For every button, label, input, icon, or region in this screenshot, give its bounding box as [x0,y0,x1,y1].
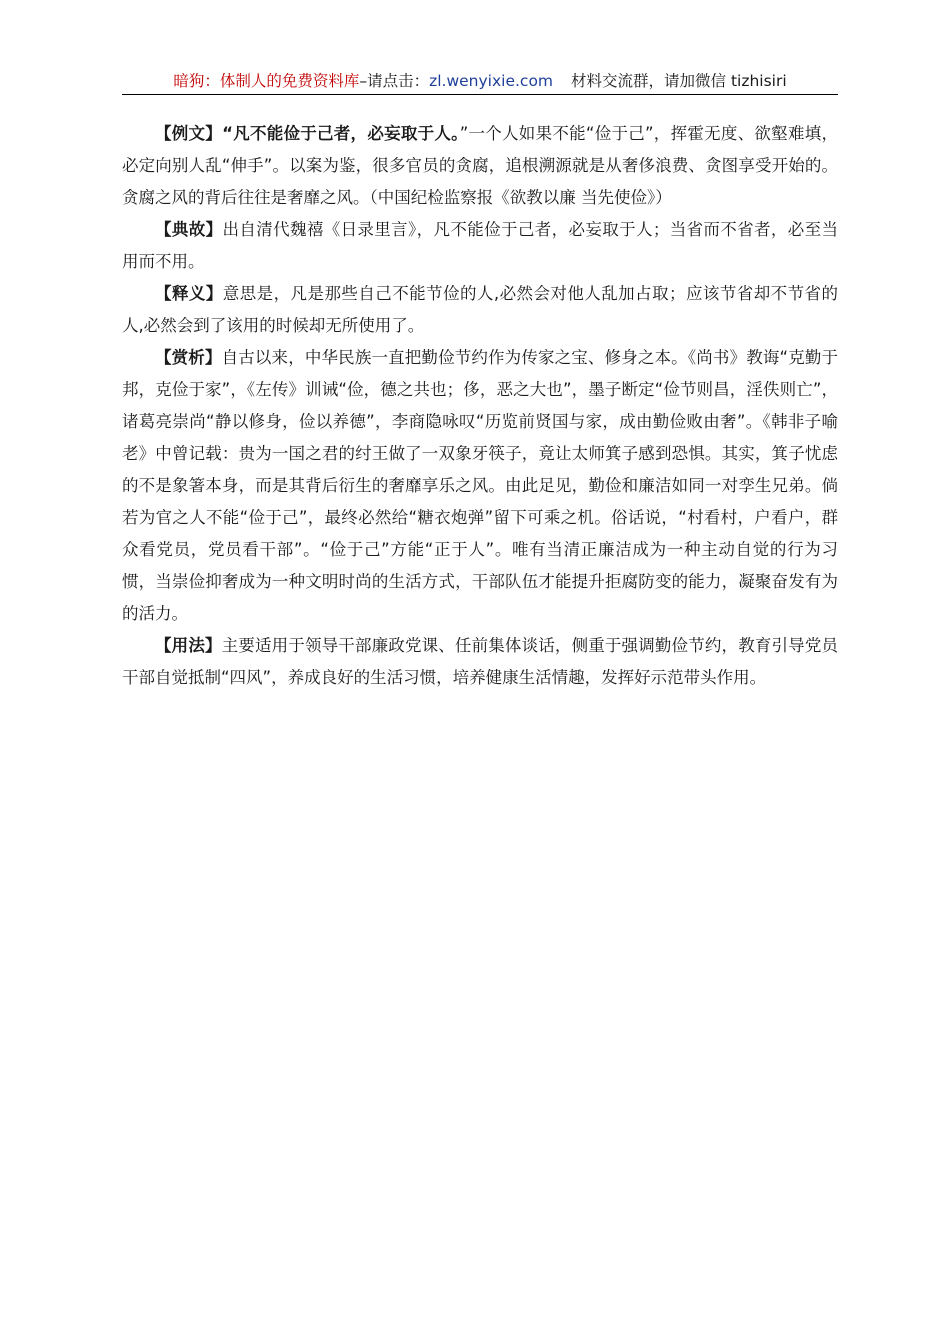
allusion-text: 出自清代魏禧《日录里言》，凡不能俭于己者，必妄取于人；当省而不省者，必至当用而不用。 [122,220,839,271]
meaning-text: 意思是，凡是那些自己不能节俭的人,必然会对他人乱加占取；应该节省却不节省的人,必然会到了该用的时候却无所使用了。 [122,284,839,335]
section-tag-appreciation: 【赏析】 [155,348,222,367]
page-header [122,68,838,95]
paragraph-appreciation [122,342,838,630]
header-brand: 暗狗：体制人的免费资料库 [173,72,360,90]
header-click-prompt: –请点击： [359,72,430,90]
section-tag-usage: 【用法】 [155,636,222,655]
usage-text: 主要适用于领导干部廉政党课、任前集体谈话，侧重于强调勤俭节约，教育引导党员干部自觉抵制“四风”，养成良好的生活习惯，培养健康生活情趣，发挥好示范带头作用。 [122,636,839,687]
paragraph-allusion [122,214,838,278]
example-quote: “凡不能俭于己者，必妄取于人。 [222,124,460,143]
document-body [122,118,838,694]
paragraph-example [122,118,838,214]
section-tag-example: 【例文】 [155,124,223,143]
header-site-link[interactable]: zl.wenyixie.com [429,72,554,90]
header-group-note: 材料交流群，请加微信 tizhisiri [571,72,787,90]
section-tag-allusion: 【典故】 [155,220,223,239]
paragraph-usage [122,630,838,694]
example-text: ”一个人如果不能“俭于己”，挥霍无度、欲壑难填，必定向别人乱“伸手”。以案为鉴，很多官员的贪腐，追根溯源就是从奢侈浪费、贪图享受开始的。贪腐之风的背后往往是奢靡之风。（中国纪检监察报《欲教以廉 当先使俭》） [122,124,838,207]
section-tag-meaning: 【释义】 [155,284,223,303]
appreciation-text: 自古以来，中华民族一直把勤俭节约作为传家之宝、修身之本。《尚书》教诲“克勤于邦，克俭于家”，《左传》训诫“俭，德之共也；侈，恶之大也”，墨子断定“俭节则昌，淫佚则亡”，诸葛亮崇尚“静以修身，俭以养德”，李商隐咏叹“历览前贤国与家，成由勤俭败由奢”。《韩非子喻老》中曾记载：贵为一国之君的纣王做了一双象牙筷子，竟让太师箕子感到恐惧。其实，箕子忧虑的不是象箸本身，而是其背后衍生的奢靡享乐之风。由此足见，勤俭和廉洁如同一对孪生兄弟。倘若为官之人不能“俭于己”，最终必然给“糖衣炮弹”留下可乘之机。俗话说，“村看村，户看户，群众看党员，党员看干部”。“俭于己”方能“正于人”。唯有当清正廉洁成为一种主动自觉的行为习惯，当崇俭抑奢成为一种文明时尚的生活方式，干部队伍才能提升拒腐防变的能力，凝聚奋发有为的活力。 [122,348,838,623]
paragraph-meaning [122,278,838,342]
